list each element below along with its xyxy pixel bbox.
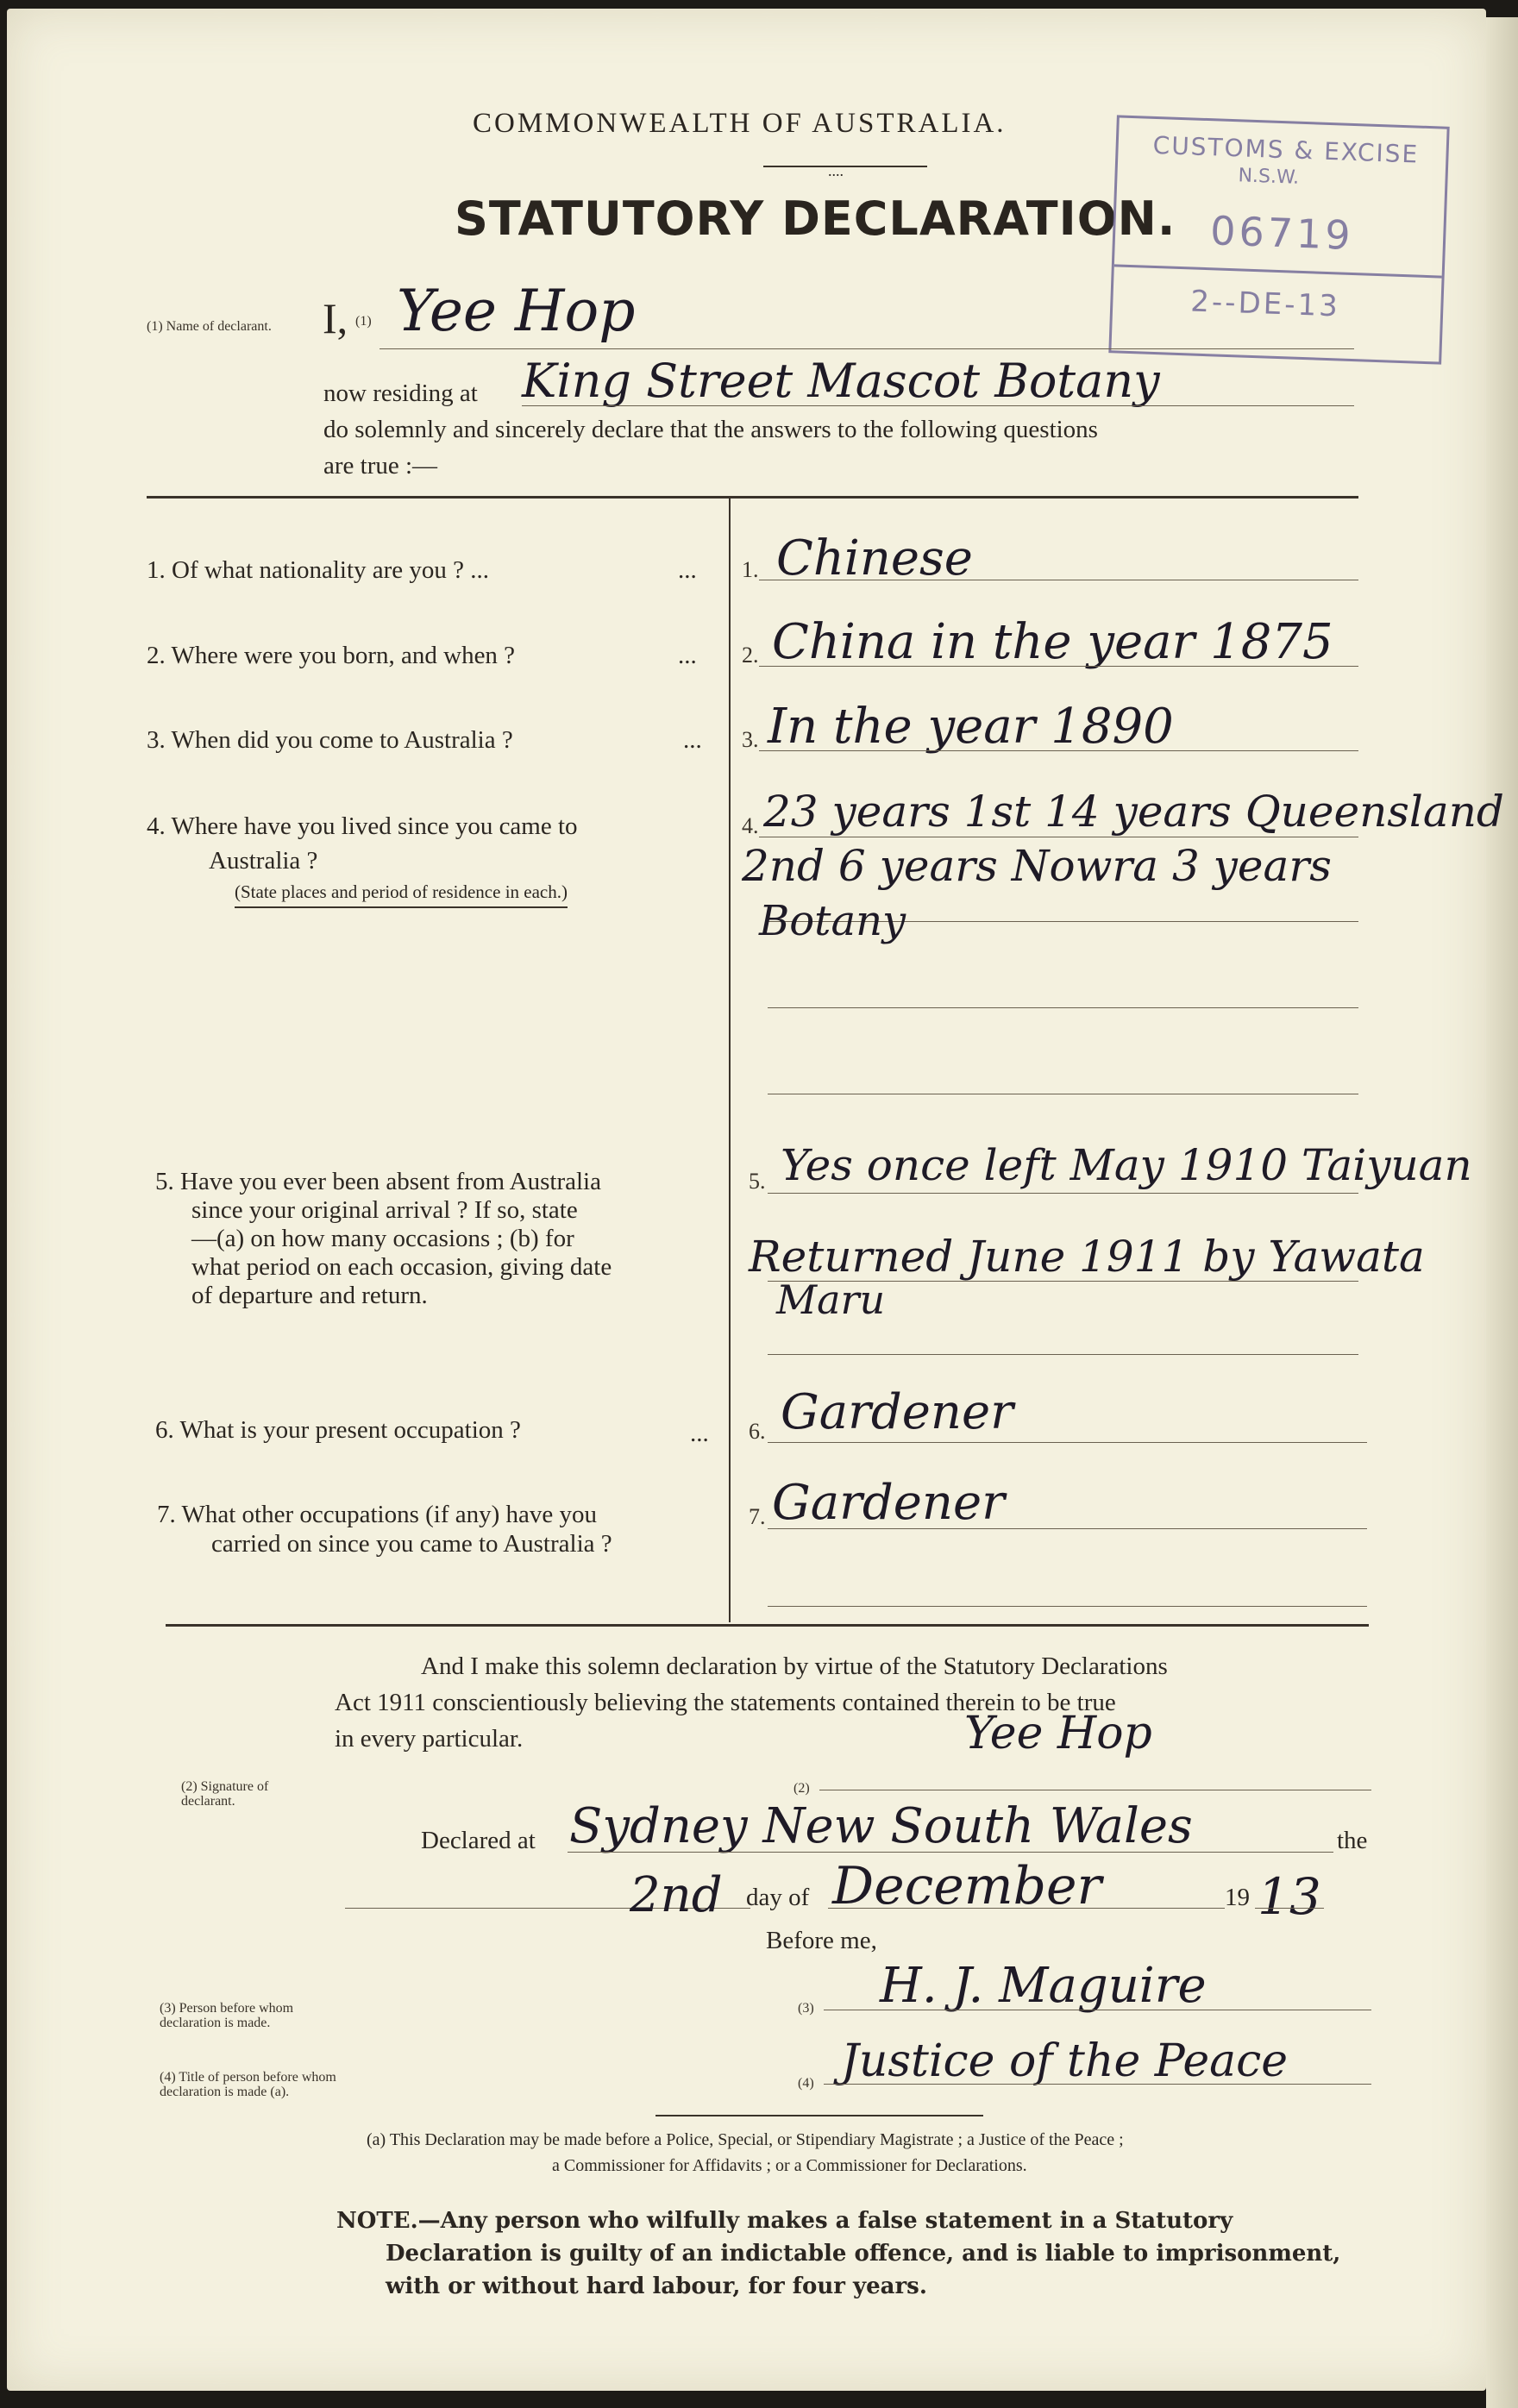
answer-5-num: 5. <box>749 1169 766 1194</box>
residing-label: now residing at <box>323 379 478 407</box>
footnote-line1: (a) This Declaration may be made before a Police, Special, or Stipendiary Magistrate ; a Justice of the Peace ; <box>367 2130 1124 2149</box>
note-line1: NOTE.—Any person who wilfully makes a false statement in a Statutory <box>336 2208 1233 2234</box>
person-note: (3) Person before whom declaration is made. <box>160 2001 294 2030</box>
question-3: 3. When did you come to Australia ? <box>147 726 513 754</box>
answer-3-num: 3. <box>742 727 759 752</box>
question-3-dots: ... <box>683 726 702 754</box>
stamp-date: 2--DE-13 <box>1189 284 1341 324</box>
declared-year: 13 <box>1258 1867 1321 1926</box>
signature-value: Yee Hop <box>964 1708 1152 1759</box>
answer-1: Chinese <box>776 530 973 586</box>
question-4-line2: Australia ? <box>209 847 318 875</box>
question-6-dots: ... <box>690 1420 709 1447</box>
signature-marker: (2) <box>794 1781 810 1796</box>
solemnly-text: do solemnly and sincerely declare that the answers to the following questions <box>323 416 1098 443</box>
question-5: 5. Have you ever been absent from Australia <box>155 1168 601 1195</box>
answer-2: China in the year 1875 <box>772 614 1333 670</box>
footnote-line2: a Commissioner for Affidavits ; or a Commissioner for Declarations. <box>552 2156 1027 2175</box>
section-rule-bottom <box>166 1624 1369 1627</box>
stamp-number: 06719 <box>1209 207 1355 260</box>
month-line <box>828 1908 1225 1909</box>
declared-place-line <box>568 1852 1333 1853</box>
question-5-line3: —(a) on how many occasions ; (b) for <box>191 1225 574 1252</box>
answer-6: Gardener <box>781 1384 1013 1440</box>
declared-day-of: day of <box>746 1884 810 1911</box>
page-edge <box>1486 17 1518 2408</box>
person-marker: (3) <box>798 2001 814 2016</box>
declared-the: the <box>1337 1827 1368 1854</box>
question-2-dots: ... <box>678 642 697 669</box>
note-line2: Declaration is guilty of an indictable offence, and is liable to imprisonment, <box>386 2241 1341 2267</box>
title-person-note: (4) Title of person before whom declaration is made (a). <box>160 2070 336 2099</box>
answer-5-line2: Returned June 1911 by Yawata <box>749 1232 1425 1282</box>
before-me: Before me, <box>766 1927 877 1954</box>
declared-month: December <box>832 1856 1102 1916</box>
year-line <box>1255 1908 1324 1909</box>
question-4-note: (State places and period of residence in each.) <box>235 881 568 908</box>
answer-6-num: 6. <box>749 1419 766 1444</box>
name-line <box>380 348 1354 349</box>
answer-5-rule3 <box>768 1354 1358 1355</box>
customs-stamp <box>1108 115 1449 364</box>
question-7: 7. What other occupations (if any) have you <box>157 1501 598 1528</box>
heading-rule <box>763 166 927 167</box>
declarant-prefix: I, <box>323 294 348 342</box>
question-5-line2: since your original arrival ? If so, state <box>191 1196 578 1224</box>
solemn-line2: Act 1911 conscientiously believing the statements contained therein to be true <box>335 1689 1116 1716</box>
are-true-text: are true :— <box>323 452 438 480</box>
answer-3-line <box>759 750 1358 751</box>
question-2: 2. Where were you born, and when ? <box>147 642 516 669</box>
column-divider <box>729 499 731 1622</box>
stamp-line2: N.S.W. <box>1238 165 1300 189</box>
answer-1-num: 1. <box>742 557 759 582</box>
question-4: 4. Where have you lived since you came to <box>147 812 578 840</box>
question-7-line2: carried on since you came to Australia ? <box>211 1530 612 1558</box>
footnote-rule <box>656 2115 983 2116</box>
answer-4-line1: 23 years 1st 14 years Queensland <box>763 787 1504 837</box>
answer-4-num: 4. <box>742 813 759 838</box>
stamp-divider <box>1114 264 1442 278</box>
answer-5-line1: Yes once left May 1910 Taiyuan <box>781 1140 1472 1190</box>
answer-2-num: 2. <box>742 643 759 668</box>
stamp-line1: CUSTOMS & EXCISE <box>1152 130 1420 169</box>
section-rule-top <box>147 496 1358 499</box>
answer-4-line3: Botany <box>759 897 906 945</box>
answer-7-line2 <box>768 1606 1367 1607</box>
note-line3: with or without hard labour, for four years. <box>386 2273 927 2299</box>
answer-3: In the year 1890 <box>768 699 1174 755</box>
commonwealth-heading: COMMONWEALTH OF AUSTRALIA. <box>473 108 1007 139</box>
question-1-dots: ... <box>678 556 697 584</box>
title-person-line <box>824 2084 1371 2085</box>
page-title: STATUTORY DECLARATION. <box>455 191 1176 246</box>
declared-place: Sydney New South Wales <box>569 1798 1193 1854</box>
answer-4-line2: 2nd 6 years Nowra 3 years <box>742 841 1332 891</box>
question-1: 1. Of what nationality are you ? ... <box>147 556 490 584</box>
answer-5-rule1 <box>768 1193 1358 1194</box>
solemn-line3: in every particular. <box>335 1725 524 1753</box>
signature-note: (2) Signature of declarant. <box>181 1779 269 1809</box>
answer-7: Gardener <box>772 1475 1005 1531</box>
declarant-note: (1) Name of declarant. <box>147 319 272 334</box>
answer-2-line <box>759 666 1358 667</box>
heading-dots: .... <box>828 162 844 179</box>
solemn-line1: And I make this solemn declaration by virtue of the Statutory Declarations <box>421 1652 1168 1680</box>
title-person-marker: (4) <box>798 2076 814 2091</box>
residence-line <box>522 405 1354 406</box>
declarant-name: Yee Hop <box>397 278 636 344</box>
person-value: H. J. Maguire <box>880 1958 1207 2014</box>
declarant-marker: (1) <box>355 314 372 329</box>
declared-day: 2nd <box>630 1867 723 1923</box>
answer-4-rule3 <box>768 1007 1358 1008</box>
declared-label: Declared at <box>421 1827 536 1854</box>
answer-5-rule2 <box>768 1281 1358 1282</box>
answer-7-line <box>768 1528 1367 1529</box>
answer-7-num: 7. <box>749 1504 766 1529</box>
answer-6-line <box>768 1442 1367 1443</box>
question-5-line4: what period on each occasion, giving date <box>191 1253 612 1281</box>
declared-year-prefix: 19 <box>1225 1884 1250 1911</box>
residence-value: King Street Mascot Botany <box>522 354 1160 408</box>
question-5-line5: of departure and return. <box>191 1282 428 1309</box>
title-person-value: Justice of the Peace <box>841 2035 1289 2087</box>
question-6: 6. What is your present occupation ? <box>155 1416 521 1444</box>
answer-5-line3: Maru <box>776 1276 886 1323</box>
